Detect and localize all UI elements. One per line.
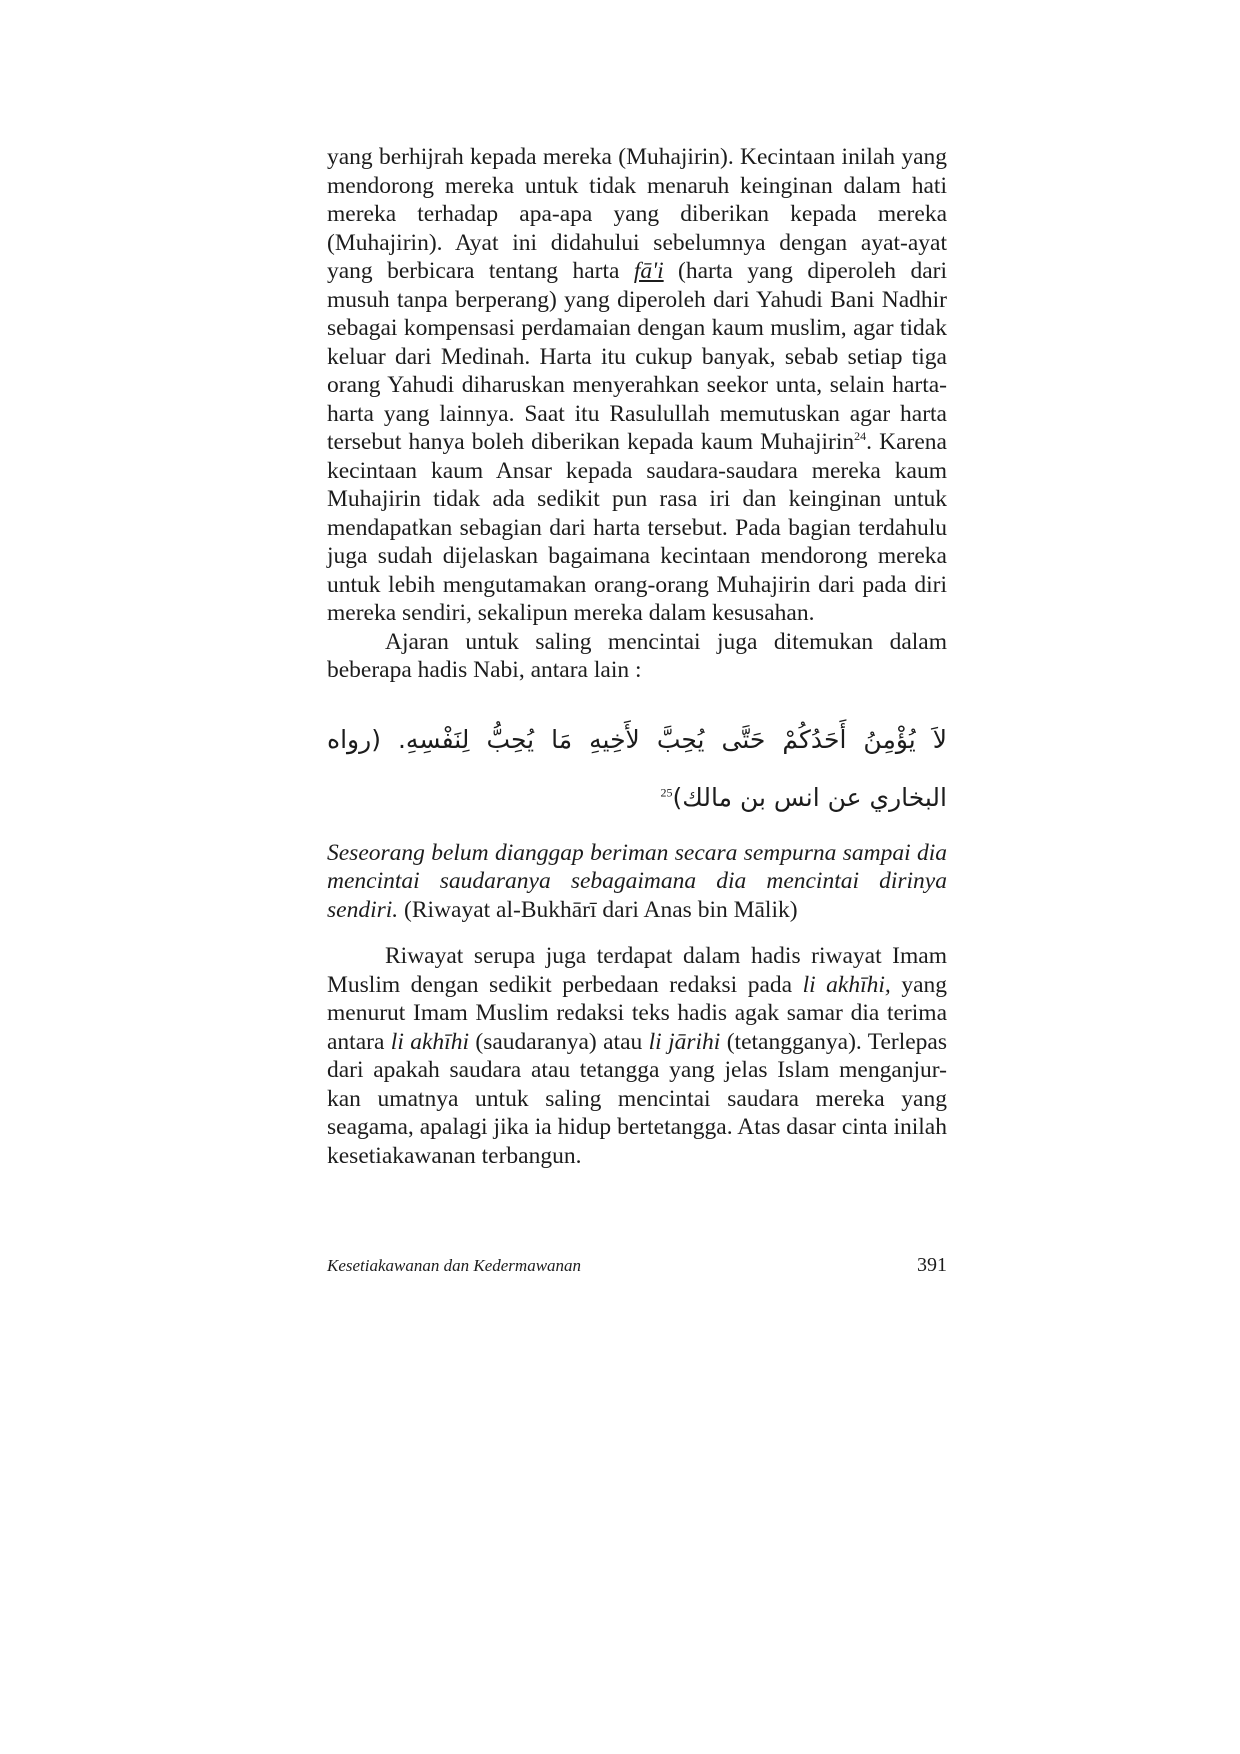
hadith-arabic-text: لاَ يُؤْمِنُ أَحَدُكُمْ حَتَّى يُحِبَّ لأَخِيهِ مَا يُحِبُّ لِنَفْسِهِ. (رواه البخاري عن انس بن مالك) — [327, 724, 947, 812]
paragraph-text: Riwayat serupa juga terdapat dalam hadis riwayat Imam Muslim dengan sedikit perbedaan redaksi pada — [327, 943, 947, 998]
running-footer-title: Kesetiakawanan dan Kedermawanan — [327, 1256, 582, 1275]
page-number: 391 — [917, 1254, 947, 1276]
paragraph-text: (tetangganya). Terlepas dari apakah saudara atau tetangga yang jelas Islam menganjur-kan umatnya untuk saling mencintai saudara mereka yang seagama, apalagi jika ia hidup bertetangga. Atas dasar cinta inilah kesetiakawanan terbangun. — [327, 1028, 947, 1169]
paragraph-hadith-intro — [327, 628, 947, 685]
paragraph-text: . Karena kecintaan kaum Ansar kepada saudara-saudara mereka kaum Muhajirin tidak ada sedikit pun rasa iri dan keinginan untuk mendapatkan sebagian dari harta tersebut. Pada bagian terdahulu juga sudah dijelaskan bagaimana kecintaan mendorong mereka untuk lebih mengutamakan orang-orang Muhajirin dari pada diri mereka sendiri, sekalipun mereka dalam kesusahan. — [327, 429, 947, 626]
term-fai: fā'i — [633, 258, 664, 284]
paragraph-text: (harta yang diperoleh dari musuh tanpa berperang) yang diperoleh dari Yahudi Bani Nadhir sebagai kompensasi perdamaian dengan kaum muslim, agar tidak keluar dari Medinah. Harta itu cukup banyak, sebab setiap tiga orang Yahudi diharuskan menyerahkan seekor unta, selain harta-harta yang lainnya. Saat itu Rasulullah memutuskan agar harta tersebut hanya boleh diberikan kepada kaum Muhajirin — [327, 258, 947, 455]
translation-text: Seseorang belum dianggap beriman secara sempurna sampai dia mencintai saudaranya sebagaimana dia mencintai dirinya sendiri. — [327, 839, 947, 923]
hadith-arabic — [327, 711, 947, 827]
translation-source: (Riwayat al-Bukhārī dari Anas bin Mālik) — [398, 896, 798, 923]
paragraph-text: yang berhijrah kepada mereka (Muhajirin). Kecintaan inilah yang mendorong mereka untuk tidak menaruh keinginan dalam hati mereka terhadap apa-apa yang diberikan kepada mereka (Muhajirin). Ayat ini didahului sebelumnya dengan ayat-ayat yang berbicara tentang harta — [327, 144, 947, 284]
term-li-akhihi: li akhīhi — [390, 1028, 469, 1055]
paragraph-continuation — [327, 143, 947, 628]
footnote-ref-24[interactable]: 24 — [854, 429, 867, 444]
footnote-ref-25[interactable]: 25 — [660, 785, 673, 800]
paragraph-text: Ajaran untuk saling mencintai juga ditemukan dalam beberapa hadis Nabi, antara lain : — [327, 628, 947, 683]
paragraph-muslim-narration — [327, 942, 947, 1170]
term-li-jarihi: li jārihi — [648, 1028, 721, 1055]
paragraph-text: yang menurut Imam Muslim redaksi teks hadis agak samar dia terima antara — [327, 971, 948, 1055]
page-footer — [327, 1254, 947, 1277]
hadith-translation — [327, 839, 947, 925]
term-li-akhihi: li akhīhi, — [802, 971, 891, 998]
page-body — [327, 143, 947, 1170]
paragraph-text: (saudaranya) atau — [468, 1028, 649, 1055]
